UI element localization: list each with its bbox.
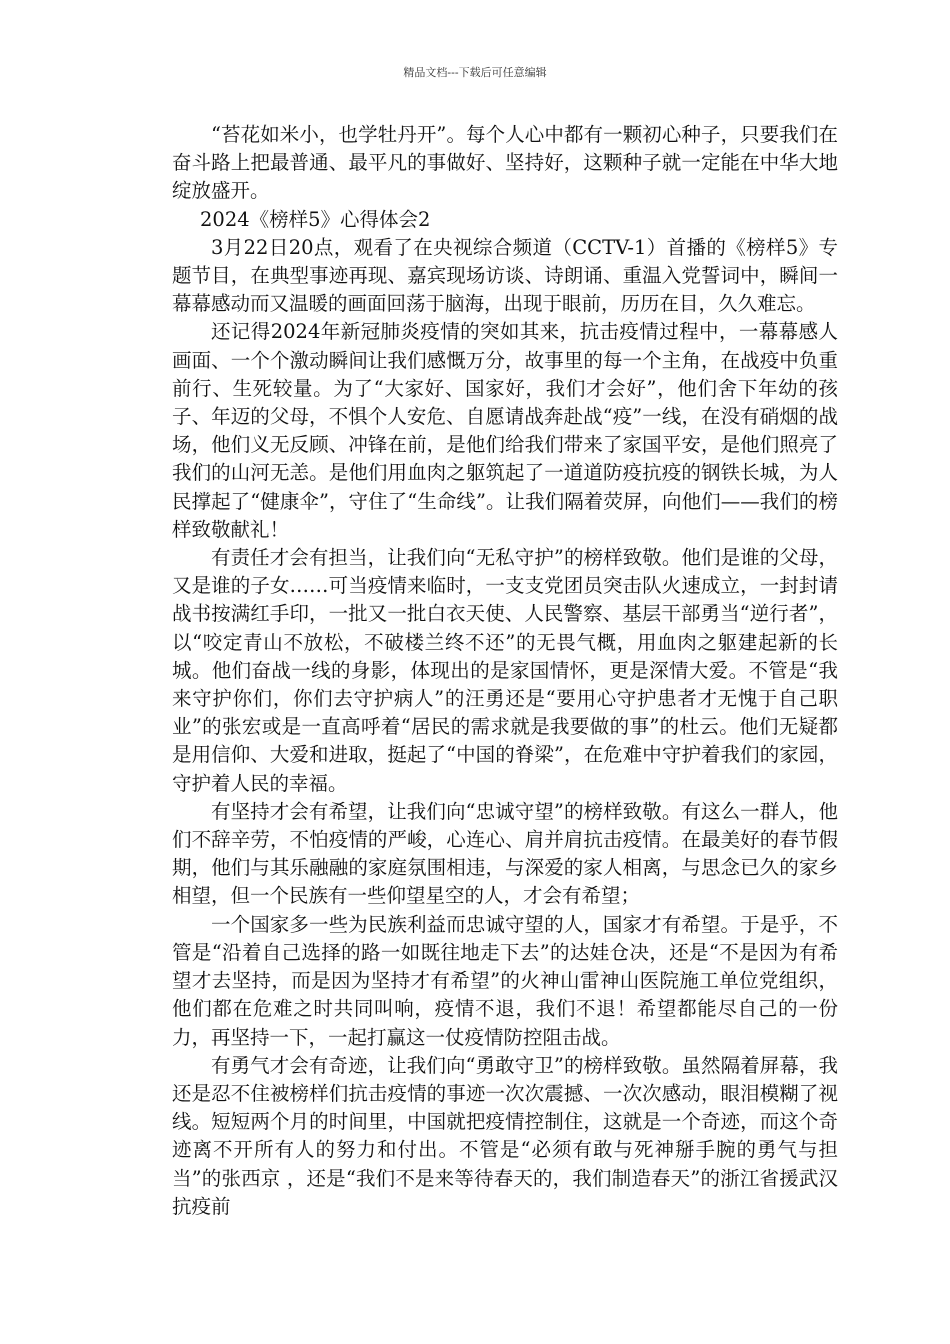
page-header: 精品文档---下载后可任意编辑 [403,66,547,79]
paragraph-intro-quote: “苔花如米小，也学牡丹开”。每个人心中都有一颗初心种子，只要我们在奋斗路上把最普通、最平凡的事做好、坚持好，这颗种子就一定能在中华大地绽放盛开。 [172,123,838,203]
paragraph-courage: 有勇气才会有奇迹，让我们向“勇敢守卫”的榜样致敬。虽然隔着屏幕，我还是忍不住被榜样们抗击疫情的事迹一次次震撼、一次次感动，眼泪模糊了视线。短短两个月的时间里，中国就把疫情控制住，这就是一个奇迹，而这个奇迹离不开所有人的努力和付出。不管是“必须有敢与死神掰手腕的勇气与担当”的张西京 ，还是“我们不是来等待春天的，我们制造春天”的浙江省援武汉抗疫前 [172,1053,838,1218]
section-heading: 2024《榜样5》心得体会2 [200,207,431,231]
paragraph-persistence: 有坚持才会有希望，让我们向“忠诚守望”的榜样致敬。有这么一群人，他们不辞辛劳，不怕疫情的严峻，心连心、肩并肩抗击疫情。在最美好的春节假期，他们与其乐融融的家庭氛围相违，与深爱的家人相离，与思念已久的家乡相望，但一个民族有一些仰望星空的人，才会有希望； [172,799,838,908]
paragraph-epidemic-memory: 还记得2024年新冠肺炎疫情的突如其来，抗击疫情过程中，一幕幕感人画面、一个个激动瞬间让我们感慨万分，故事里的每一个主角，在战疫中负重前行、生死较量。为了“大家好、国家好，我们才会好”，他们舍下年幼的孩子、年迈的父母，不惧个人安危、自愿请战奔赴战“疫”一线，在没有硝烟的战场，他们义无反顾、冲锋在前，是他们给我们带来了家国平安，是他们照亮了我们的山河无恙。是他们用血肉之躯筑起了一道道防疫抗疫的钢铁长城，为人民撑起了“健康伞”，守住了“生命线”。让我们隔着荧屏，向他们——我们的榜样致敬献礼！ [172,320,838,541]
document-body [172,121,838,1221]
paragraph-responsibility: 有责任才会有担当，让我们向“无私守护”的榜样致敬。他们是谁的父母，又是谁的子女……可当疫情来临时，一支支党团员突击队火速成立，一封封请战书按满红手印，一批又一批白衣天使、人民警察、基层干部勇当“逆行者”，以“咬定青山不放松，不破楼兰终不还”的无畏气概，用血肉之躯建起新的长城。他们奋战一线的身影，体现出的是家国情怀，更是深情大爱。不管是“我来守护你们，你们去守护病人”的汪勇还是“要用心守护患者才无愧于自己职业”的张宏或是一直高呼着“居民的需求就是我要做的事”的杜云。他们无疑都是用信仰、大爱和进取，挺起了“中国的脊梁”，在危难中守护着我们的家园，守护着人民的幸福。 [172,546,838,795]
paragraph-loyal-watch: 一个国家多一些为民族利益而忠诚守望的人，国家才有希望。于是乎，不管是“沿着自己选择的路一如既往地走下去”的达娃仓决，还是“不是因为有希望才去坚持，而是因为坚持才有希望”的火神山雷神山医院施工单位党组织，他们都在危难之时共同叫响，疫情不退，我们不退！希望都能尽自己的一份力，再坚持一下，一起打赢这一仗疫情防控阻击战。 [172,912,838,1049]
paragraph-program-viewing: 3月22日20点，观看了在央视综合频道（CCTV-1）首播的《榜样5》专题节目，在典型事迹再现、嘉宾现场访谈、诗朗诵、重温入党誓词中，瞬间一幕幕感动而又温暖的画面回荡于脑海，出现于眼前，历历在目，久久难忘。 [172,235,838,316]
